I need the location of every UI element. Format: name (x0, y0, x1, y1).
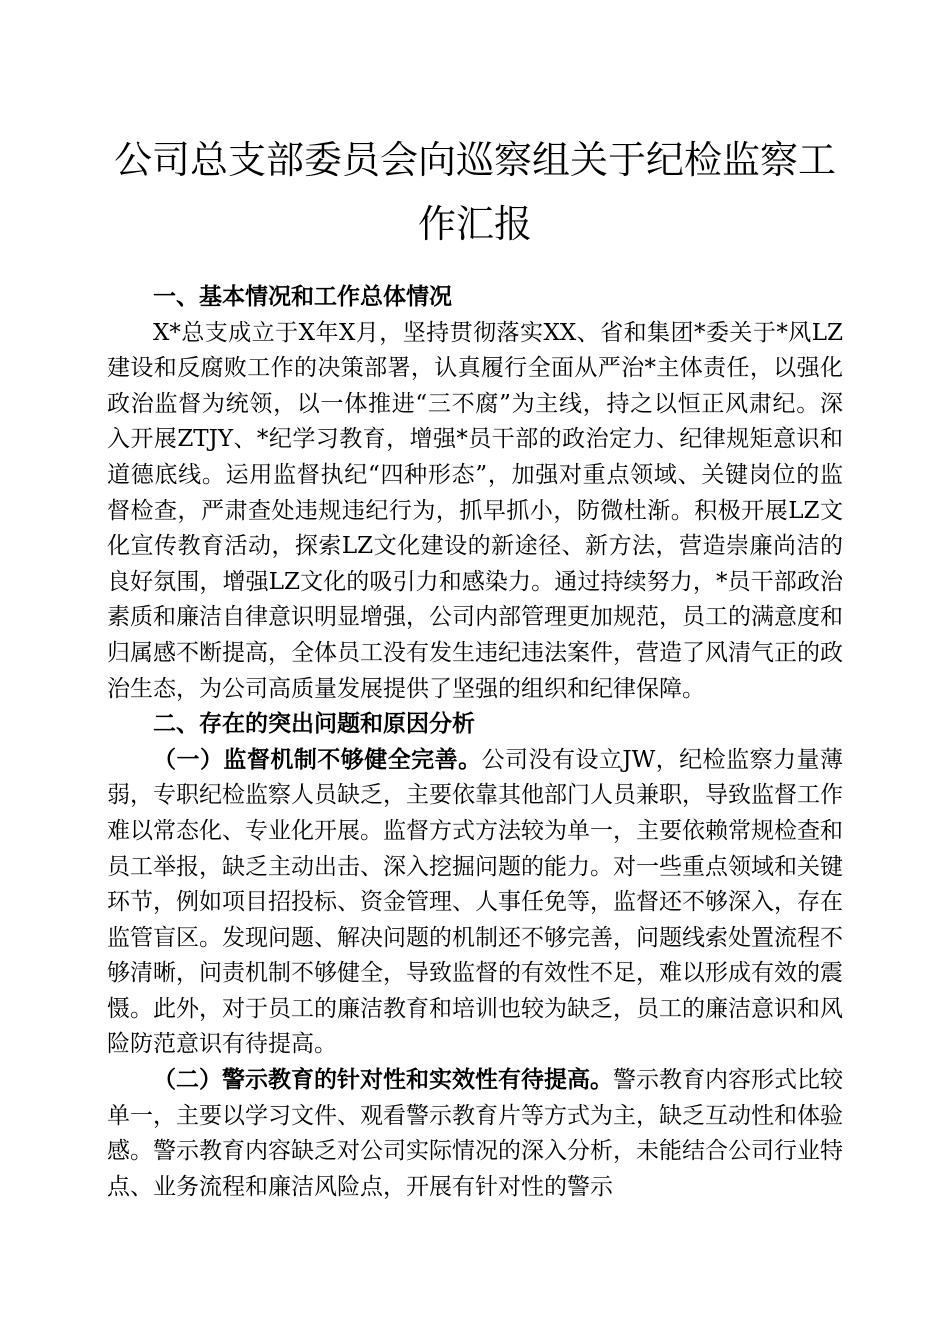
document-body (107, 280, 843, 1205)
body-paragraph (107, 316, 843, 708)
body-paragraph (107, 1063, 843, 1205)
paragraph-text: 公司没有设立JW，纪检监察力量薄弱，专职纪检监察人员缺乏，主要依靠其他部门人员兼职，导致监督工作难以常态化、专业化开展。监督方式方法较为单一，主要依赖常规检查和员工举报，缺乏主动出击、深入挖掘问题的能力。对一些重点领域和关键环节，例如项目招投标、资金管理、人事任免等，监督还不够深入，存在监管盲区。发现问题、解决问题的机制还不够完善，问题线索处置流程不够清晰，问责机制不够健全，导致监督的有效性不足，难以形成有效的震慑。此外，对于员工的廉洁教育和培训也较为缺乏，员工的廉洁意识和风险防范意识有待提高。 (107, 746, 843, 1058)
section-heading: 一、基本情况和工作总体情况 (153, 284, 452, 310)
paragraph-text: 警示教育内容形式比较单一，主要以学习文件、观看警示教育片等方式为主，缺乏互动性和体验感。警示教育内容缺乏对公司实际情况的深入分析，未能结合公司行业特点、业务流程和廉洁风险点，开展有针对性的警示 (107, 1067, 843, 1200)
body-paragraph (107, 743, 843, 1063)
document-title: 公司总支部委员会向巡察组关于纪检监察工作汇报 (113, 138, 836, 246)
paragraph-lead: （一）监督机制不够健全完善。 (153, 746, 482, 773)
section-heading: 二、存在的突出问题和原因分析 (153, 711, 475, 738)
paragraph-lead: （二）警示教育的针对性和实效性有待提高。 (153, 1067, 613, 1094)
paragraph-text: X*总支成立于X年X月，坚持贯彻落实XX、省和集团*委关于*风LZ建设和反腐败工作的决策部署，认真履行全面从严治*主体责任，以强化政治监督为统领，以一体推进“三不腐”为主线，持之以恒正风肃纪。深入开展ZTJY、*纪学习教育，增强*员干部的政治定力、纪律规矩意识和道德底线。运用监督执纪“四种形态”，加强对重点领域、关键岗位的监督检查，严肃查处违规违纪行为，抓早抓小，防微杜渐。积极开展LZ文化宣传教育活动，探索LZ文化建设的新途径、新方法，营造崇廉尚洁的良好氛围，增强LZ文化的吸引力和感染力。通过持续努力，*员干部政治素质和廉洁自律意识明显增强，公司内部管理更加规范，员工的满意度和归属感不断提高，全体员工没有发生违纪违法案件，营造了风清气正的政治生态，为公司高质量发展提供了坚强的组织和纪律保障。 (107, 319, 843, 702)
